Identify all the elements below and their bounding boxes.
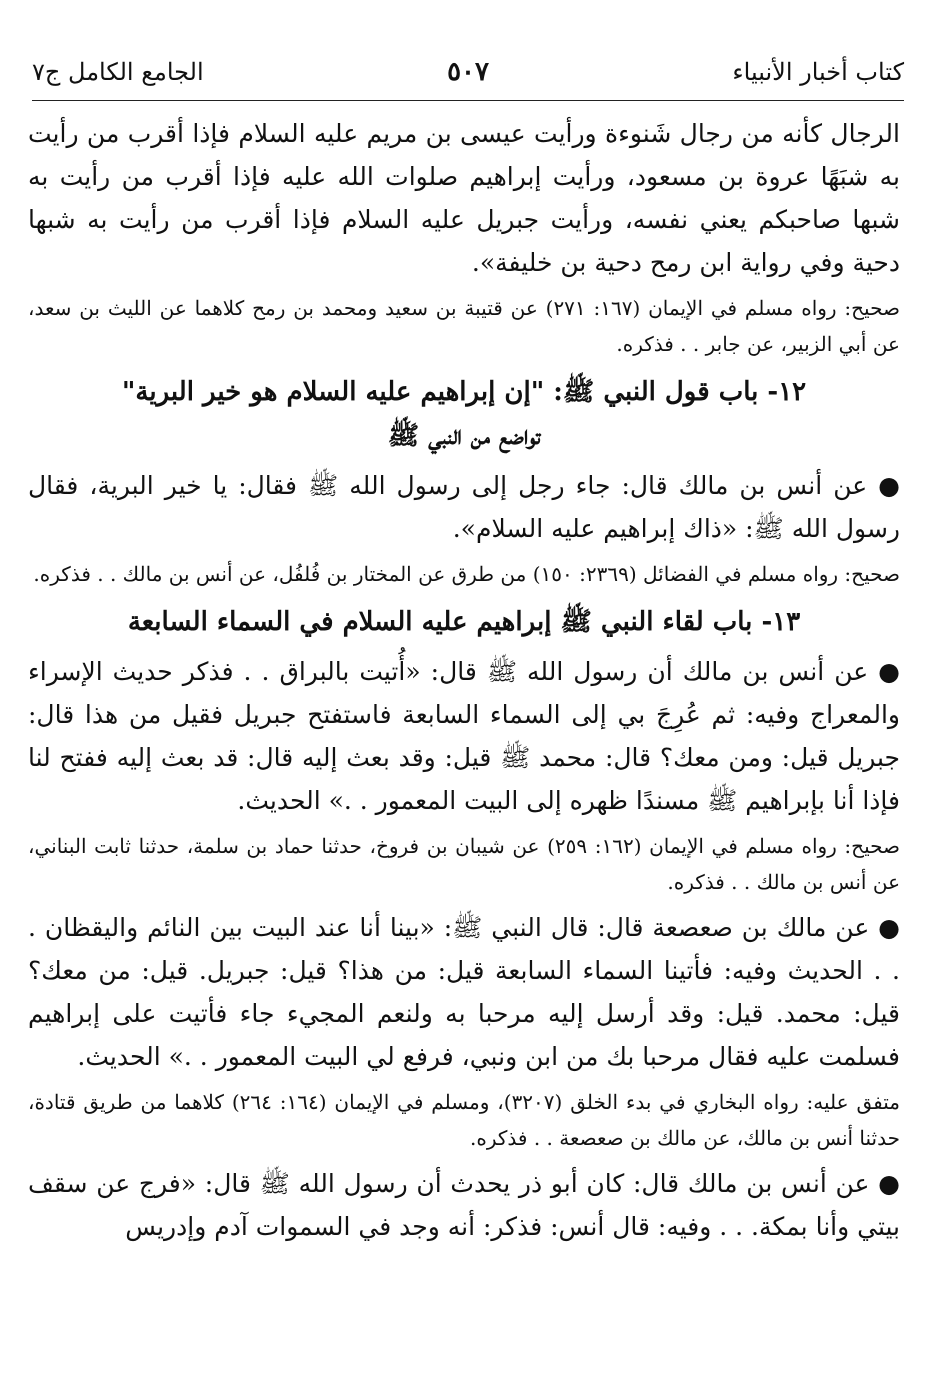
hadith-paragraph: ● عن مالك بن صعصعة قال: قال النبي ﷺ: «بينا أنا عند البيت بين النائم واليقظان . . . الحديث وفيه: فأتينا السماء السابعة قيل: من هذا؟ قيل: جبريل. قيل: من معك؟ قيل: محمد. قيل: وقد أرسل إليه مرحبا به ولنعم المجيء جاء فأتيت على إبراهيم فسلمت عليه فقال مرحبا بك من ابن ونبي، فرفع لي البيت المعمور . .» الحديث.: [28, 913, 900, 1071]
hadith-source-note: صحيح: رواه مسلم في الفضائل (٢٣٦٩: ١٥٠) من طرق عن المختار بن فُلفُل، عن أنس بن مالك . . فذكره.: [33, 562, 900, 586]
hadith-source-note: متفق عليه: رواه البخاري في بدء الخلق (٣٢٠٧)، ومسلم في الإيمان (١٦٤: ٢٦٤) كلاهما من طريق قتادة، حدثنا أنس بن مالك، عن مالك بن صعصعة . . فذكره.: [28, 1090, 900, 1150]
chapter-heading-subtitle: تواضع من النبي ﷺ: [387, 421, 541, 451]
hadith-source-note: صحيح: رواه مسلم في الإيمان (١٦٢: ٢٥٩) عن شيبان بن فروخ، حدثنا حماد بن سلمة، حدثنا ثابت البناني، عن أنس بن مالك . . فذكره.: [28, 834, 900, 894]
text-paragraph: الرجال كأنه من رجال شَنوءة ورأيت عيسى بن مريم عليه السلام فإذا أقرب من رأيت به شبَهًا عروة بن مسعود، ورأيت إبراهيم صلوات الله عليه فإذا أقرب من رأيت به شبها صاحبكم يعني نفسه، ورأيت جبريل عليه السلام فإذا أقرب من رأيت به شبها دحية وفي رواية ابن رمح دحية بن خليفة».: [28, 119, 900, 277]
header-volume-title: الجامع الكامل ج٧: [32, 58, 204, 86]
header-rule: [32, 100, 904, 101]
chapter-heading-12: [28, 370, 900, 458]
page-header: [32, 52, 904, 92]
page-number: ٥٠٧: [447, 57, 489, 87]
page-content: [28, 112, 900, 1248]
hadith-source-note: صحيح: رواه مسلم في الإيمان (١٦٧: ٢٧١) عن قتيبة بن سعيد ومحمد بن رمح كلاهما عن الليث بن سعد، عن أبي الزبير، عن جابر . . فذكره.: [28, 296, 900, 356]
chapter-heading-13: [28, 600, 900, 644]
chapter-heading-title: ١٣- باب لقاء النبي ﷺ إبراهيم عليه السلام في السماء السابعة: [127, 607, 801, 637]
hadith-paragraph: ● عن أنس بن مالك قال: جاء رجل إلى رسول الله ﷺ فقال: يا خير البرية، فقال رسول الله ﷺ: «ذاك إبراهيم عليه السلام».: [28, 471, 900, 543]
header-book-title: كتاب أخبار الأنبياء: [732, 58, 904, 86]
hadith-paragraph: ● عن أنس بن مالك قال: كان أبو ذر يحدث أن رسول الله ﷺ قال: «فرج عن سقف بيتي وأنا بمكة. . . وفيه: قال أنس: فذكر: أنه وجد في السموات آدم وإدريس: [28, 1169, 900, 1241]
hadith-paragraph: ● عن أنس بن مالك أن رسول الله ﷺ قال: «أُتيت بالبراق . . فذكر حديث الإسراء والمعراج وفيه: ثم عُرِجَ بي إلى السماء السابعة فاستفتح جبريل فقيل من هذا قال: جبريل قيل: ومن معك؟ قال: محمد ﷺ قيل: وقد بعث إليه قال: قد بعث إليه ففتح لنا فإذا أنا بإبراهيم ﷺ مسندًا ظهره إلى البيت المعمور . .» الحديث.: [28, 657, 901, 815]
chapter-heading-title: ١٢- باب قول النبي ﷺ: "إن إبراهيم عليه السلام هو خير البرية": [121, 377, 807, 407]
